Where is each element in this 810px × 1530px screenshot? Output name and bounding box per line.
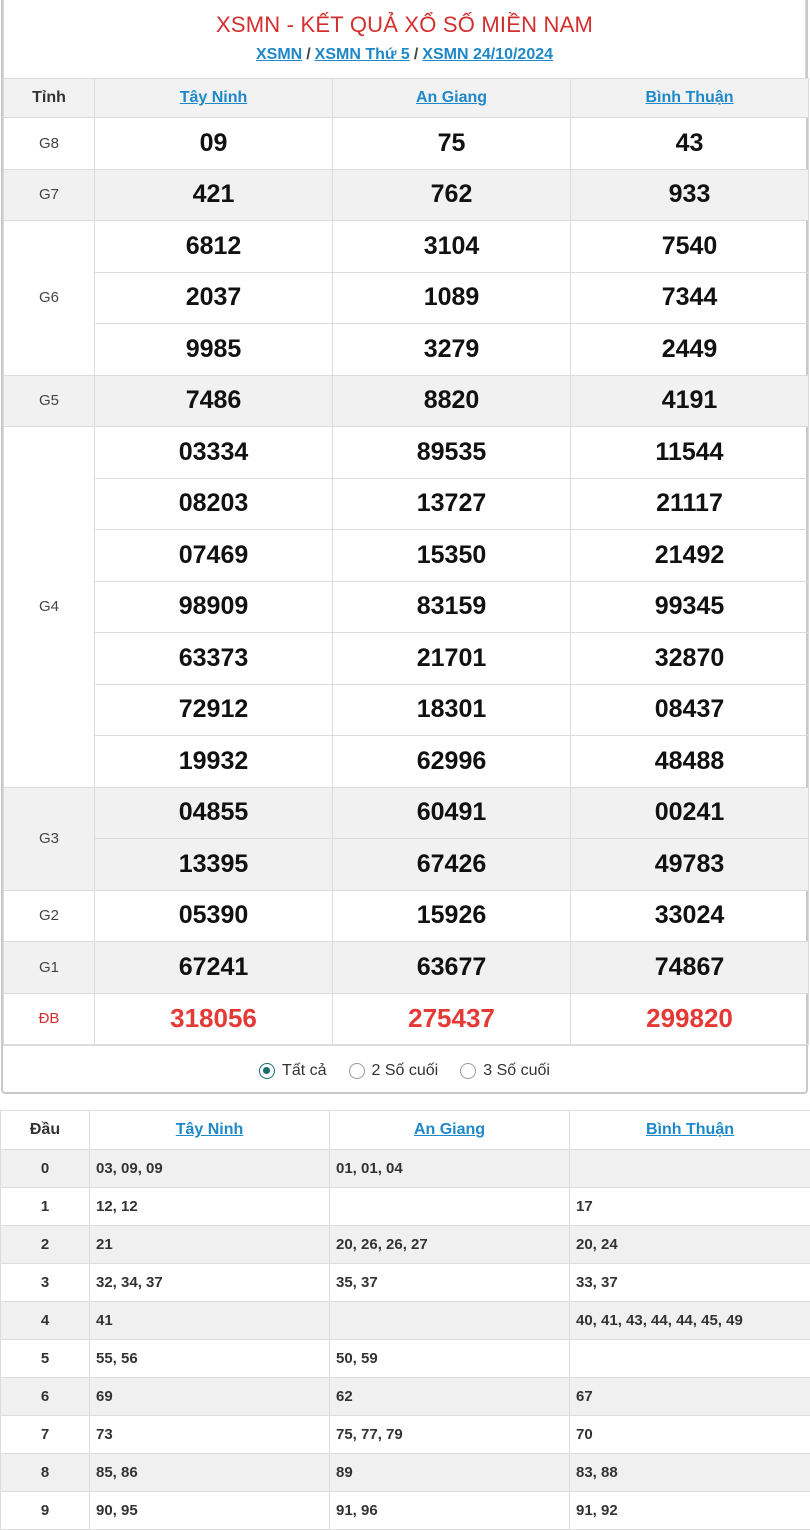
prize-row xyxy=(4,736,809,788)
prize-number: 48488 xyxy=(571,736,809,788)
filter-option-all[interactable] xyxy=(259,1062,326,1080)
prize-row xyxy=(4,530,809,582)
dau-values xyxy=(330,1188,570,1226)
filter-option-last-2[interactable] xyxy=(349,1062,439,1080)
prize-number: 7344 xyxy=(571,272,809,324)
breadcrumb-link-xsmn-date[interactable]: XSMN 24/10/2024 xyxy=(422,46,554,63)
prize-number: 63677 xyxy=(333,942,571,994)
prize-number: 43 xyxy=(571,118,809,170)
prize-number: 00241 xyxy=(571,787,809,839)
prize-number: 421 xyxy=(95,169,333,221)
special-prize-number: 275437 xyxy=(333,993,571,1045)
dau-row xyxy=(1,1378,810,1416)
prize-row xyxy=(4,427,809,479)
column-header-dau: Đầu xyxy=(1,1111,90,1150)
prize-number: 08437 xyxy=(571,684,809,736)
dau-values xyxy=(330,1302,570,1340)
dau-digit: 4 xyxy=(1,1302,90,1340)
dau-row xyxy=(1,1226,810,1264)
dau-province-link-binh-thuan[interactable]: Bình Thuận xyxy=(646,1121,734,1138)
dau-row xyxy=(1,1416,810,1454)
prize-number: 98909 xyxy=(95,581,333,633)
prize-number: 933 xyxy=(571,169,809,221)
prize-number: 74867 xyxy=(571,942,809,994)
prize-number: 21492 xyxy=(571,530,809,582)
column-header-province xyxy=(570,1111,810,1150)
column-header-province xyxy=(90,1111,330,1150)
prize-number: 67426 xyxy=(333,839,571,891)
dau-values: 32, 34, 37 xyxy=(90,1264,330,1302)
radio-unchecked-icon[interactable] xyxy=(349,1063,365,1079)
prize-row xyxy=(4,581,809,633)
dau-values: 20, 24 xyxy=(570,1226,810,1264)
dau-values: 12, 12 xyxy=(90,1188,330,1226)
province-link-binh-thuan[interactable]: Bình Thuận xyxy=(645,89,734,106)
prize-number: 89535 xyxy=(333,427,571,479)
prize-number: 72912 xyxy=(95,684,333,736)
prize-label: G4 xyxy=(4,427,95,788)
column-header-tinh: Tỉnh xyxy=(4,79,95,118)
prize-row xyxy=(4,169,809,221)
dau-digit: 7 xyxy=(1,1416,90,1454)
dau-digit: 2 xyxy=(1,1226,90,1264)
prize-number: 3104 xyxy=(333,221,571,273)
prize-number: 32870 xyxy=(571,633,809,685)
prize-row xyxy=(4,839,809,891)
column-header-province xyxy=(330,1111,570,1150)
province-link-an-giang[interactable]: An Giang xyxy=(415,89,488,106)
prize-row xyxy=(4,684,809,736)
prize-label: G8 xyxy=(4,118,95,170)
dau-row xyxy=(1,1264,810,1302)
results-table xyxy=(3,78,809,1045)
dau-values: 21 xyxy=(90,1226,330,1264)
dau-values: 91, 96 xyxy=(330,1492,570,1530)
prize-number: 83159 xyxy=(333,581,571,633)
dau-digit: 0 xyxy=(1,1150,90,1188)
prize-number: 1089 xyxy=(333,272,571,324)
prize-number: 11544 xyxy=(571,427,809,479)
prize-number: 99345 xyxy=(571,581,809,633)
prize-number: 03334 xyxy=(95,427,333,479)
dau-province-link-tay-ninh[interactable]: Tây Ninh xyxy=(175,1121,244,1138)
dau-values: 33, 37 xyxy=(570,1264,810,1302)
filter-option-label: Tất cả xyxy=(282,1061,327,1079)
prize-number: 19932 xyxy=(95,736,333,788)
prize-label: G1 xyxy=(4,942,95,994)
dau-values: 70 xyxy=(570,1416,810,1454)
dau-values: 40, 41, 43, 44, 44, 45, 49 xyxy=(570,1302,810,1340)
column-header-province xyxy=(333,79,571,118)
dau-row xyxy=(1,1454,810,1492)
prize-row xyxy=(4,324,809,376)
dau-values: 01, 01, 04 xyxy=(330,1150,570,1188)
prize-number: 49783 xyxy=(571,839,809,891)
special-prize-number: 299820 xyxy=(571,993,809,1045)
results-panel xyxy=(1,0,808,1094)
radio-unchecked-icon[interactable] xyxy=(460,1063,476,1079)
filter-option-label: 3 Số cuối xyxy=(483,1061,550,1079)
prize-number: 21117 xyxy=(571,478,809,530)
prize-row xyxy=(4,375,809,427)
prize-number: 04855 xyxy=(95,787,333,839)
dau-values: 20, 26, 26, 27 xyxy=(330,1226,570,1264)
prize-number: 7486 xyxy=(95,375,333,427)
dau-values xyxy=(570,1340,810,1378)
prize-number: 2037 xyxy=(95,272,333,324)
dau-values: 50, 59 xyxy=(330,1340,570,1378)
prize-number: 60491 xyxy=(333,787,571,839)
dau-values: 91, 92 xyxy=(570,1492,810,1530)
breadcrumb-link-xsmn[interactable]: XSMN xyxy=(255,46,303,63)
prize-number: 7540 xyxy=(571,221,809,273)
prize-number: 08203 xyxy=(95,478,333,530)
dau-digit: 1 xyxy=(1,1188,90,1226)
prize-number: 8820 xyxy=(333,375,571,427)
results-table-body xyxy=(4,118,809,1045)
breadcrumb-separator: / xyxy=(413,46,419,63)
dau-row xyxy=(1,1340,810,1378)
dau-table xyxy=(0,1110,810,1530)
prize-row xyxy=(4,942,809,994)
prize-number: 21701 xyxy=(333,633,571,685)
prize-label: G7 xyxy=(4,169,95,221)
dau-values: 03, 09, 09 xyxy=(90,1150,330,1188)
prize-label: G6 xyxy=(4,221,95,376)
prize-row xyxy=(4,221,809,273)
prize-number: 9985 xyxy=(95,324,333,376)
column-header-province xyxy=(95,79,333,118)
dau-values: 73 xyxy=(90,1416,330,1454)
prize-number: 07469 xyxy=(95,530,333,582)
prize-number: 18301 xyxy=(333,684,571,736)
results-table-header xyxy=(4,79,809,118)
dau-values: 89 xyxy=(330,1454,570,1492)
breadcrumb-link-xsmn-thu5[interactable]: XSMN Thứ 5 xyxy=(314,46,410,63)
prize-label: ĐB xyxy=(4,993,95,1045)
dau-digit: 9 xyxy=(1,1492,90,1530)
dau-province-link-an-giang[interactable]: An Giang xyxy=(413,1121,486,1138)
special-prize-number: 318056 xyxy=(95,993,333,1045)
dau-values: 75, 77, 79 xyxy=(330,1416,570,1454)
prize-row xyxy=(4,890,809,942)
prize-number: 13727 xyxy=(333,478,571,530)
page-title: XSMN - KẾT QUẢ XỔ SỐ MIỀN NAM xyxy=(216,12,593,37)
prize-label: G2 xyxy=(4,890,95,942)
dau-values: 67 xyxy=(570,1378,810,1416)
dau-values: 69 xyxy=(90,1378,330,1416)
prize-number: 09 xyxy=(95,118,333,170)
dau-values: 17 xyxy=(570,1188,810,1226)
digit-filter xyxy=(3,1045,806,1095)
column-header-province xyxy=(571,79,809,118)
prize-row xyxy=(4,118,809,170)
filter-option-last-3[interactable] xyxy=(460,1062,550,1080)
prize-number: 762 xyxy=(333,169,571,221)
prize-number: 05390 xyxy=(95,890,333,942)
prize-number: 63373 xyxy=(95,633,333,685)
prize-row xyxy=(4,478,809,530)
prize-label: G5 xyxy=(4,375,95,427)
prize-row xyxy=(4,993,809,1045)
prize-row xyxy=(4,633,809,685)
prize-row xyxy=(4,272,809,324)
dau-digit: 3 xyxy=(1,1264,90,1302)
filter-option-label: 2 Số cuối xyxy=(371,1061,439,1079)
prize-number: 62996 xyxy=(333,736,571,788)
prize-number: 15350 xyxy=(333,530,571,582)
dau-values: 41 xyxy=(90,1302,330,1340)
dau-values: 83, 88 xyxy=(570,1454,810,1492)
prize-number: 4191 xyxy=(571,375,809,427)
results-header xyxy=(3,0,806,78)
dau-table-body xyxy=(1,1150,810,1530)
prize-number: 15926 xyxy=(333,890,571,942)
dau-digit: 6 xyxy=(1,1378,90,1416)
province-link-tay-ninh[interactable]: Tây Ninh xyxy=(179,89,248,106)
dau-row xyxy=(1,1188,810,1226)
prize-number: 13395 xyxy=(95,839,333,891)
dau-values: 35, 37 xyxy=(330,1264,570,1302)
dau-values: 85, 86 xyxy=(90,1454,330,1492)
prize-number: 2449 xyxy=(571,324,809,376)
dau-row xyxy=(1,1492,810,1530)
prize-number: 67241 xyxy=(95,942,333,994)
dau-row xyxy=(1,1150,810,1188)
prize-number: 6812 xyxy=(95,221,333,273)
prize-number: 75 xyxy=(333,118,571,170)
radio-checked-icon[interactable] xyxy=(259,1063,275,1079)
dau-values: 55, 56 xyxy=(90,1340,330,1378)
dau-digit: 8 xyxy=(1,1454,90,1492)
dau-row xyxy=(1,1302,810,1340)
breadcrumb xyxy=(4,46,805,64)
prize-number: 33024 xyxy=(571,890,809,942)
breadcrumb-separator: / xyxy=(306,46,311,63)
prize-number: 3279 xyxy=(333,324,571,376)
prize-label: G3 xyxy=(4,787,95,890)
dau-table-header xyxy=(1,1111,810,1150)
dau-digit: 5 xyxy=(1,1340,90,1378)
dau-values: 90, 95 xyxy=(90,1492,330,1530)
prize-row xyxy=(4,787,809,839)
dau-values: 62 xyxy=(330,1378,570,1416)
dau-values xyxy=(570,1150,810,1188)
